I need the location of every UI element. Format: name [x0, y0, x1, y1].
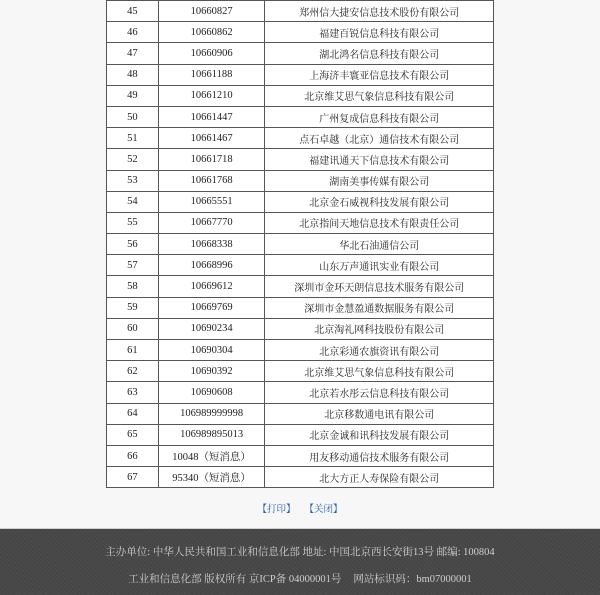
company-name-cell: 用友移动通信技术服务有限公司 [265, 445, 494, 466]
port-code-cell: 10665551 [158, 191, 265, 212]
company-name-cell: 深圳市金环天朗信息技术服务有限公司 [265, 276, 494, 297]
row-number-cell: 67 [107, 467, 159, 488]
company-name-cell: 北京指间天地信息技术有限责任公司 [265, 212, 494, 233]
port-code-cell: 106989895013 [158, 424, 265, 445]
row-number-cell: 57 [107, 255, 159, 276]
company-name-cell: 广州复成信息科技有限公司 [265, 106, 494, 127]
port-code-cell: 10660862 [158, 22, 265, 43]
row-number-cell: 65 [107, 424, 159, 445]
table-row [107, 255, 494, 276]
table-row [107, 64, 494, 85]
footer-copyright: 工业和信息化部 版权所有 京ICP备 04000001号 [128, 574, 342, 585]
row-number-cell: 64 [107, 403, 159, 424]
company-name-cell: 北大方正人寿保险有限公司 [265, 467, 494, 488]
row-number-cell: 56 [107, 234, 159, 255]
row-number-cell: 58 [107, 276, 159, 297]
company-name-cell: 山东万声通讯实业有限公司 [265, 255, 494, 276]
company-name-cell: 湖南美事传媒有限公司 [265, 170, 494, 191]
port-code-cell: 10690234 [158, 318, 265, 339]
company-name-cell: 北京彩通农旗资讯有限公司 [265, 340, 494, 361]
company-name-cell: 北京金石威视科技发展有限公司 [265, 191, 494, 212]
row-number-cell: 49 [107, 85, 159, 106]
port-code-cell: 10661467 [158, 128, 265, 149]
table-row [107, 43, 494, 64]
row-number-cell: 53 [107, 170, 159, 191]
row-number-cell: 48 [107, 64, 159, 85]
row-number-cell: 51 [107, 128, 159, 149]
company-name-cell: 华北石油通信公司 [265, 234, 494, 255]
row-number-cell: 47 [107, 43, 159, 64]
table-row [107, 318, 494, 339]
row-number-cell: 50 [107, 106, 159, 127]
row-number-cell: 66 [107, 445, 159, 466]
company-name-cell: 湖北鸿名信息科技有限公司 [265, 43, 494, 64]
company-name-cell: 北京移数通电讯有限公司 [265, 403, 494, 424]
row-number-cell: 62 [107, 361, 159, 382]
company-name-cell: 北京淘礼网科技股份有限公司 [265, 318, 494, 339]
port-code-cell: 10661768 [158, 170, 265, 191]
port-code-cell: 10660827 [158, 1, 265, 22]
port-code-cell: 10048（短消息） [158, 445, 265, 466]
company-name-cell: 北京金诚和讯科技发展有限公司 [265, 424, 494, 445]
row-number-cell: 52 [107, 149, 159, 170]
company-name-cell: 北京若水彤云信息科技有限公司 [265, 382, 494, 403]
close-link[interactable]: 【关闭】 [304, 504, 343, 515]
table-row [107, 22, 494, 43]
row-number-cell: 59 [107, 297, 159, 318]
company-name-cell: 深圳市金慧盈通数据服务有限公司 [265, 297, 494, 318]
table-row [107, 234, 494, 255]
company-name-cell: 福建百锐信息科技有限公司 [265, 22, 494, 43]
footer-site-id: 网站标识码：bm07000001 [353, 574, 472, 585]
table-row [107, 445, 494, 466]
port-code-cell: 10660906 [158, 43, 265, 64]
footer-copyright-line [0, 571, 600, 586]
table-row [107, 297, 494, 318]
port-code-cell: 106989999998 [158, 403, 265, 424]
company-name-cell: 上海济丰寰亚信息技术有限公司 [265, 64, 494, 85]
table-row [107, 403, 494, 424]
port-code-cell: 10667770 [158, 212, 265, 233]
sms-port-table [106, 0, 494, 488]
port-code-cell: 10669769 [158, 297, 265, 318]
port-code-cell: 10690392 [158, 361, 265, 382]
company-name-cell: 郑州信大捷安信息技术股份有限公司 [265, 1, 494, 22]
table-row [107, 212, 494, 233]
port-code-cell: 10690608 [158, 382, 265, 403]
footer-address: 主办单位: 中华人民共和国工业和信息化部 地址: 中国北京西长安街13号 邮编: 100804 [105, 547, 495, 558]
port-code-cell: 10661718 [158, 149, 265, 170]
row-number-cell: 63 [107, 382, 159, 403]
port-code-cell: 10661210 [158, 85, 265, 106]
row-number-cell: 54 [107, 191, 159, 212]
port-code-cell: 10668996 [158, 255, 265, 276]
table-row [107, 424, 494, 445]
company-name-cell: 北京维艾思气象信息科技有限公司 [265, 361, 494, 382]
port-code-cell: 10669612 [158, 276, 265, 297]
print-link[interactable]: 【打印】 [257, 504, 296, 515]
table-row [107, 276, 494, 297]
row-number-cell: 46 [107, 22, 159, 43]
port-code-cell: 10661447 [158, 106, 265, 127]
port-code-cell: 10661188 [158, 64, 265, 85]
table-row [107, 467, 494, 488]
row-number-cell: 45 [107, 1, 159, 22]
table-row [107, 149, 494, 170]
table-row [107, 340, 494, 361]
table-row [107, 85, 494, 106]
table-row [107, 361, 494, 382]
port-code-cell: 10690304 [158, 340, 265, 361]
table-row [107, 128, 494, 149]
row-number-cell: 55 [107, 212, 159, 233]
table-row [107, 1, 494, 22]
table-row [107, 106, 494, 127]
company-name-cell: 北京维艾思气象信息科技有限公司 [265, 85, 494, 106]
company-name-cell: 福建讯通天下信息技术有限公司 [265, 149, 494, 170]
table-row [107, 191, 494, 212]
port-code-cell: 95340（短消息） [158, 467, 265, 488]
action-links [0, 501, 600, 515]
table-row [107, 170, 494, 191]
row-number-cell: 61 [107, 340, 159, 361]
company-name-cell: 点石卓越（北京）通信技术有限公司 [265, 128, 494, 149]
row-number-cell: 60 [107, 318, 159, 339]
port-code-cell: 10668338 [158, 234, 265, 255]
site-footer [0, 528, 600, 595]
table-row [107, 382, 494, 403]
